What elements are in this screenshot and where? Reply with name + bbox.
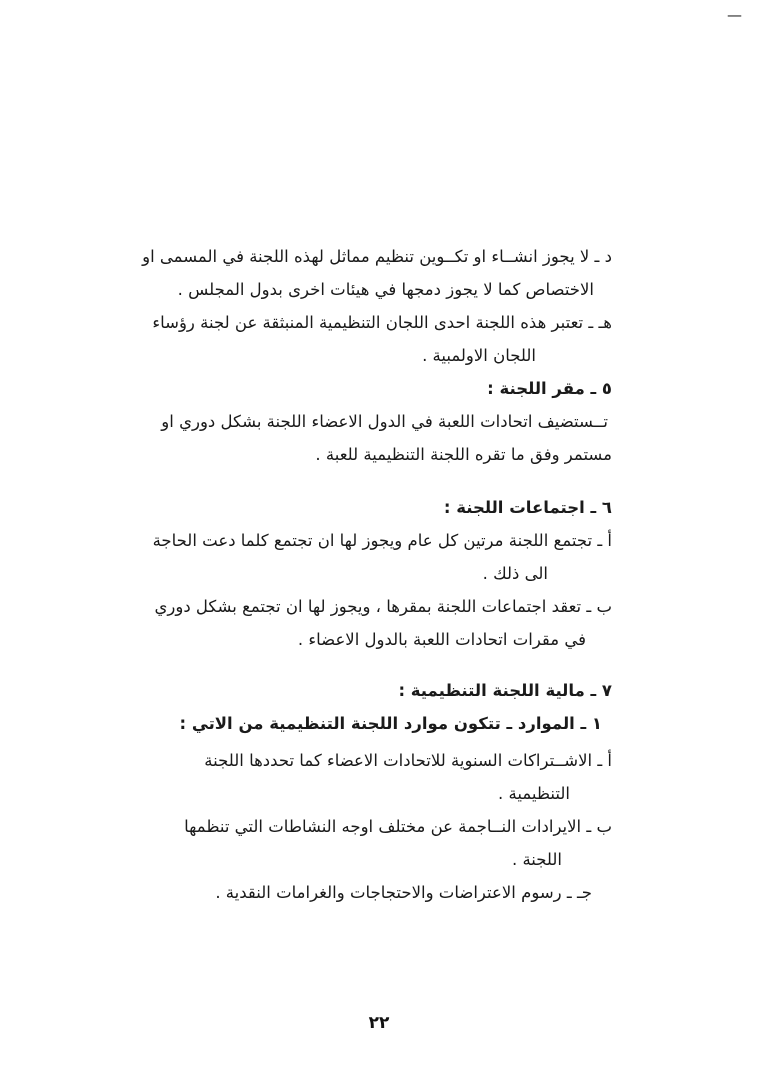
text-line: ٥ ـ مقر اللجنة : (487, 379, 612, 398)
text-line: د ـ لا يجوز انشــاء او تكــوين تنظيم مماثل لهذه اللجنة في المسمى او (142, 247, 612, 266)
text-line: أ ـ تجتمع اللجنة مرتين كل عام ويجوز لها ان تجتمع كلما دعت الحاجة (152, 531, 612, 550)
text-line: هـ ـ تعتبر هذه اللجنة احدى اللجان التنظيمية المنبثقة عن لجنة رؤساء (152, 313, 612, 332)
text-line: جـ ـ رسوم الاعتراضات والاحتجاجات والغرامات النقدية . (215, 883, 592, 902)
text-line: الى ذلك . (482, 564, 548, 583)
text-line: التنظيمية . (498, 784, 570, 803)
text-line: ب ـ الايرادات النــاجمة عن مختلف اوجه النشاطات التي تنظمها (184, 817, 612, 836)
page-number: ٢٢ (368, 1013, 390, 1033)
text-line: في مقرات اتحادات اللعبة بالدول الاعضاء . (297, 630, 586, 649)
text-line: ٧ ـ مالية اللجنة التنظيمية : (398, 681, 612, 700)
text-line: ب ـ تعقد اجتماعات اللجنة بمقرها ، ويجوز لها ان تجتمع بشكل دوري (154, 597, 612, 616)
corner-dash-mark: — (727, 6, 742, 24)
text-line: أ ـ الاشــتراكات السنوية للاتحادات الاعضاء كما تحددها اللجنة (204, 751, 612, 770)
document-body-text (144, 240, 612, 909)
text-line: اللجان الاولمبية . (422, 346, 536, 365)
text-line: ١ ـ الموارد ـ تتكون موارد اللجنة التنظيمية من الاتي : (179, 714, 602, 733)
text-line: مستمر وفق ما تقره اللجنة التنظيمية للعبة . (315, 445, 612, 464)
text-line: اللجنة . (511, 850, 562, 869)
text-line: تــستضيف اتحادات اللعبة في الدول الاعضاء اللجنة بشكل دوري او (161, 412, 608, 431)
text-line: الاختصاص كما لا يجوز دمجها في هيئات اخرى بدول المجلس . (177, 280, 594, 299)
text-line: ٦ ـ اجتماعات اللجنة : (443, 498, 612, 517)
